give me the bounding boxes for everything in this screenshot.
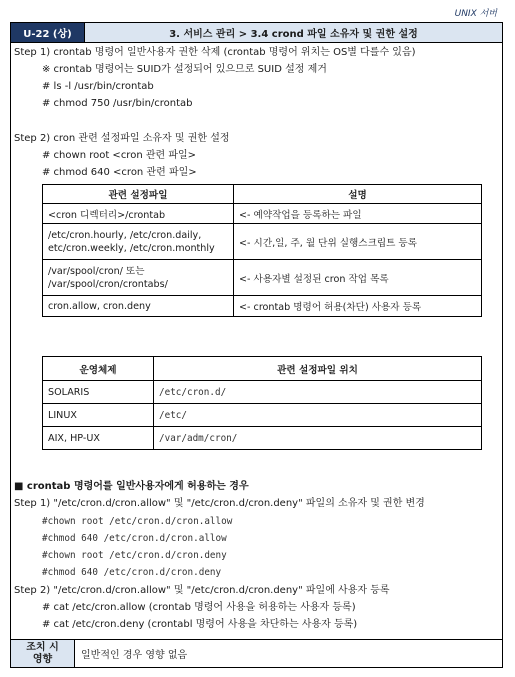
section-step1-line: Step 1) "/etc/cron.d/cron.allow" 및 "/etc/cron.d/cron.deny" 파일의 소유자 및 권한 변경 — [14, 498, 425, 509]
code-line: #chmod 640 /etc/cron.d/cron.allow — [42, 533, 227, 544]
table-cell-os: SOLARIS — [43, 381, 154, 404]
table-header: 설명 — [234, 185, 482, 204]
impact-label-line1: 조치 시 — [26, 641, 59, 653]
item-code-badge: U-22 (상) — [11, 23, 85, 42]
os-location-table — [42, 356, 482, 450]
step2-cmd2: # chmod 640 <cron 관련 파일> — [42, 167, 197, 178]
table-header: 관련 설정파일 위치 — [154, 357, 482, 381]
table-header: 관련 설정파일 — [43, 185, 234, 204]
table-row — [43, 260, 482, 296]
impact-value: 일반적인 경우 영향 없음 — [81, 650, 188, 661]
step1-note: ※ crontab 명령어는 SUID가 설정되어 있으므로 SUID 설정 제거 — [42, 64, 327, 75]
code-line: #chmod 640 /etc/cron.d/cron.deny — [42, 567, 222, 578]
table-cell-path: /etc/ — [154, 404, 482, 427]
document-body — [11, 42, 502, 642]
table-row — [43, 381, 482, 404]
impact-row — [11, 639, 502, 667]
table-header: 운영체제 — [43, 357, 154, 381]
table-cell-desc: <- 시간,일, 주, 월 단위 실행스크립트 등록 — [234, 224, 482, 260]
step1-cmd2: # chmod 750 /usr/bin/crontab — [42, 98, 193, 109]
table-cell-desc: <- crontab 명령어 허용(차단) 사용자 등록 — [234, 296, 482, 317]
impact-label-line2: 영향 — [32, 653, 53, 665]
table-cell-os: LINUX — [43, 404, 154, 427]
document-frame — [10, 22, 503, 668]
table-cell-os: AIX, HP-UX — [43, 427, 154, 450]
table-row — [43, 296, 482, 317]
cron-allow-cmd: # cat /etc/cron.allow (crontab 명령어 사용을 허용하는 사용자 등록) — [42, 602, 356, 613]
document-header — [11, 23, 502, 43]
table-cell-path: /var/adm/cron/ — [154, 427, 482, 450]
config-file-table — [42, 184, 482, 317]
step2-cmd1: # chown root <cron 관련 파일> — [42, 150, 197, 161]
table-cell-file: cron.allow, cron.deny — [43, 296, 234, 317]
table-row — [43, 404, 482, 427]
code-line: #chown root /etc/cron.d/cron.deny — [42, 550, 227, 561]
table-row — [43, 204, 482, 224]
step1-line: Step 1) crontab 명령어 일반사용자 권한 삭제 (crontab 명령어 위치는 OS별 다를수 있음) — [14, 47, 416, 58]
table-cell-path: /etc/cron.d/ — [154, 381, 482, 404]
table-cell-file: /var/spool/cron/ 또는 /var/spool/cron/crontabs/ — [43, 260, 234, 296]
document-category-label: UNIX 서버 — [454, 9, 497, 19]
table-cell-desc: <- 사용자별 설정된 cron 작업 목록 — [234, 260, 482, 296]
section-step2-line: Step 2) "/etc/cron.d/cron.allow" 및 "/etc/cron.d/cron.deny" 파일에 사용자 등록 — [14, 585, 390, 596]
cron-deny-cmd: # cat /etc/cron.deny (crontabl 명령어 사용을 차단하는 사용자 등록) — [42, 619, 358, 630]
impact-label — [11, 640, 75, 667]
document-title: 3. 서비스 관리 > 3.4 crond 파일 소유자 및 권한 설정 — [85, 23, 502, 42]
table-cell-file: <cron 디렉터리>/crontab — [43, 204, 234, 224]
code-line: #chown root /etc/cron.d/cron.allow — [42, 516, 233, 527]
step1-cmd1: # ls -l /usr/bin/crontab — [42, 81, 154, 92]
table-cell-desc: <- 예약작업을 등록하는 파일 — [234, 204, 482, 224]
section-heading: ■ crontab 명령어를 일반사용자에게 허용하는 경우 — [14, 481, 249, 492]
table-row — [43, 427, 482, 450]
step2-line: Step 2) cron 관련 설정파일 소유자 및 권한 설정 — [14, 133, 230, 144]
table-cell-file: /etc/cron.hourly, /etc/cron.daily, etc/cron.weekly, /etc/cron.monthly — [43, 224, 234, 260]
table-row — [43, 224, 482, 260]
